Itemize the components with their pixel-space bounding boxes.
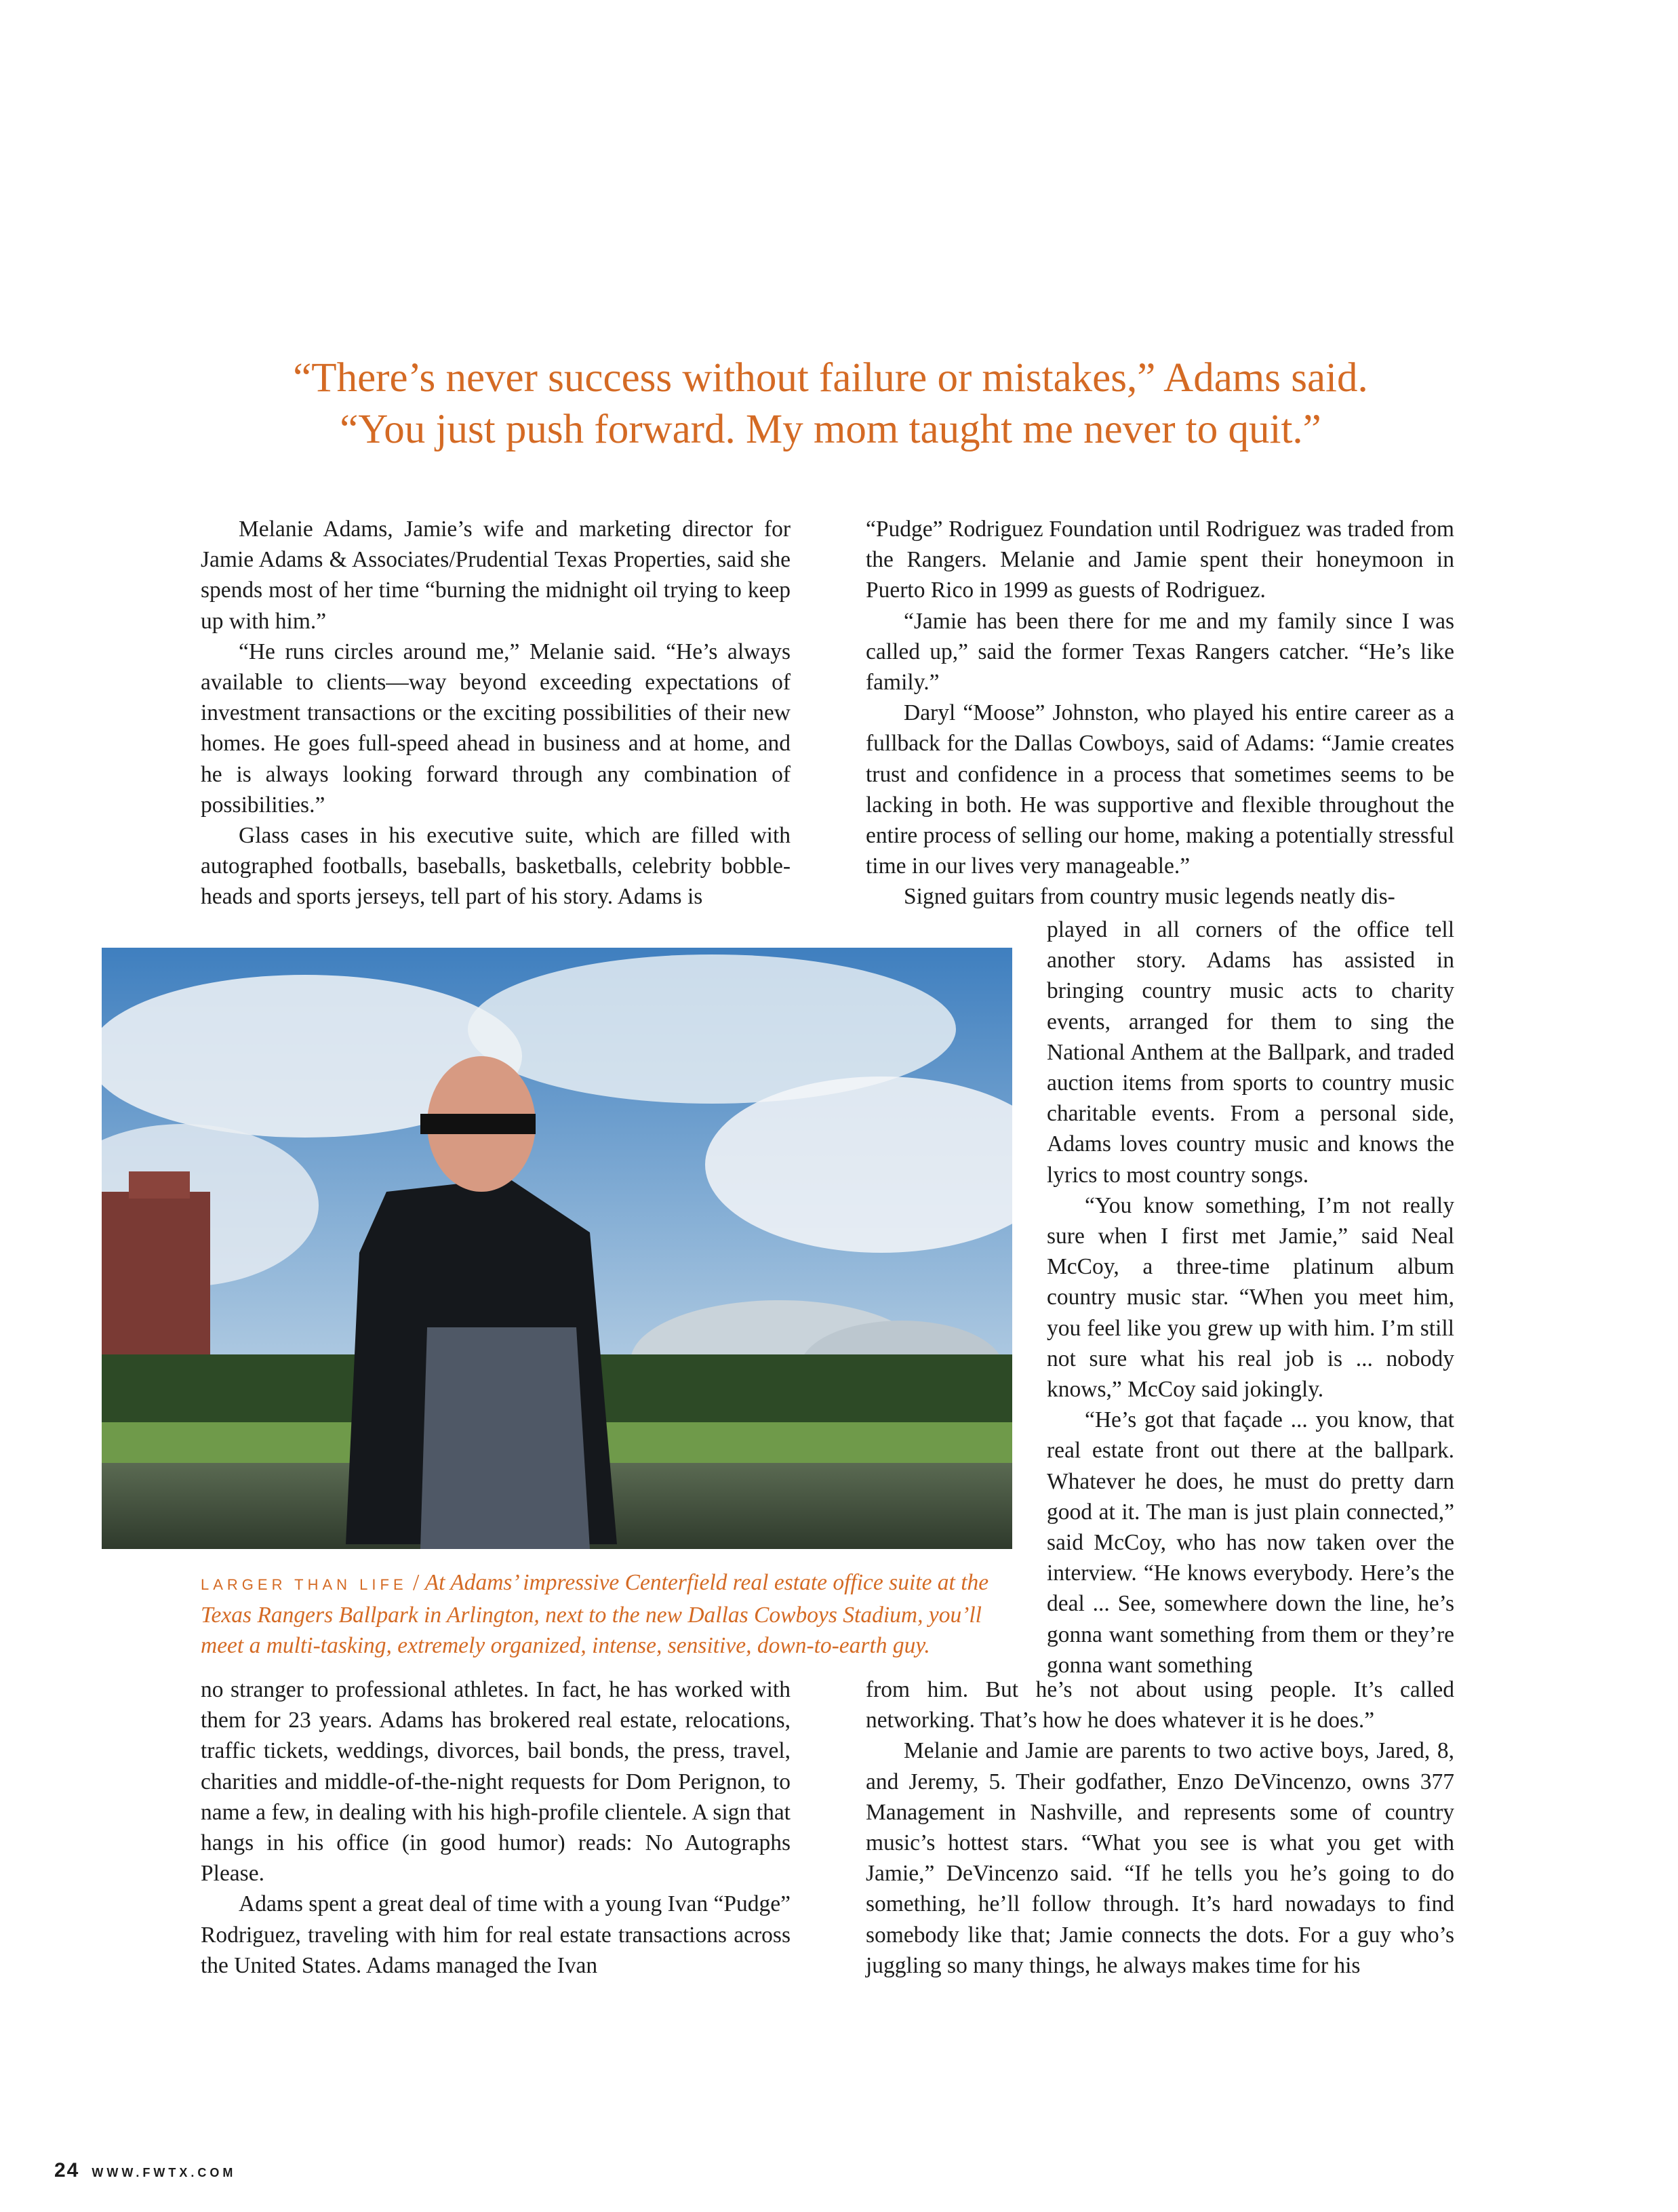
paragraph: Adams spent a great deal of time with a young Ivan “Pudge” Rodriguez, traveling with him for real estate transactions across the United States. Adams managed the Ivan bbox=[201, 1891, 791, 1978]
column-2-wrap bbox=[1047, 914, 1454, 1681]
column-1-top bbox=[201, 514, 791, 912]
pull-quote-line-1: “There’s never success without failure or mistakes,” Adams said. bbox=[293, 355, 1368, 401]
photo-caption bbox=[201, 1567, 1014, 1661]
website-url: WWW.FWTX.COM bbox=[92, 2166, 237, 2179]
paragraph: “Pudge” Rodriguez Foundation until Rodriguez was traded from the Rangers. Melanie and Jamie spent their honeymoon in Puerto Rico in 1999 as guests of Rodriguez. bbox=[866, 517, 1454, 603]
pull-quote bbox=[102, 353, 1559, 456]
paragraph: from him. But he’s not about using people. It’s called networking. That’s how he does whatever it is he does.” bbox=[866, 1677, 1454, 1733]
paragraph: Melanie and Jamie are parents to two active boys, Jared, 8, and Jeremy, 5. Their godfather, Enzo DeVincenzo, owns 377 Management in Nashville, and represents some of country music’s hottest stars. “What you see is what you get with Jamie,” DeVincenzo said. “If he tells you he’s going to do something, he’ll follow through. It’s hard nowadays to find somebody like that; Jamie connects the dots. For a guy who’s juggling so many things, he always makes time for his bbox=[866, 1738, 1454, 1978]
column-1-bottom bbox=[201, 1674, 791, 1981]
paragraph: “Jamie has been there for me and my family since I was called up,” said the former Texas Rangers catcher. “He’s like family.” bbox=[866, 608, 1454, 696]
paragraph: Glass cases in his executive suite, which are filled with autographed footballs, baseballs, basketballs, celebrity bobble-heads and sports jerseys, tell part of his story. Adams is bbox=[201, 823, 791, 910]
column-2-upper bbox=[866, 514, 1454, 912]
page-footer bbox=[54, 2159, 236, 2182]
paragraph: played in all corners of the office tell another story. Adams has assisted in bringing country music acts to charity events, arranged for them to sing the National Anthem at the Ballpark, and traded auction items from sports to country music charitable events. From a personal side, Adams loves country music and knows the lyrics to most country songs. bbox=[1047, 917, 1454, 1188]
paragraph: Daryl “Moose” Johnston, who played his entire career as a fullback for the Dallas Cowboys, said of Adams: “Jamie creates trust and confidence in a process that sometimes seems to be lacking in both. He was supportive and flexible throughout the entire process of selling our home, making a potentially stressful time in our lives very manageable.” bbox=[866, 700, 1454, 879]
page-number: 24 bbox=[54, 2159, 80, 2181]
paragraph: “You know something, I’m not really sure when I first met Jamie,” said Neal McCoy, a three-time platinum album country music star. “When you meet him, you feel like you grew up with him. I’m still not sure what his real job is ... nobody knows,” McCoy said jokingly. bbox=[1047, 1192, 1454, 1403]
paragraph: “He’s got that façade ... you know, that real estate front out there at the ballpark. Whatever he does, he must do pretty darn good at it. The man is just plain connected,” said McCoy, who has now taken over the interview. “He knows everybody. Here’s the deal ... See, somewhere down the line, he’s gonna want something from them or they’re gonna want something bbox=[1047, 1407, 1454, 1678]
photo-illustration bbox=[102, 948, 1012, 1549]
paragraph: Signed guitars from country music legends neatly dis- bbox=[904, 884, 1395, 910]
caption-label: LARGER THAN LIFE bbox=[201, 1576, 407, 1593]
paragraph: Melanie Adams, Jamie’s wife and marketing director for Jamie Adams & Associates/Prudential Texas Properties, said she spends most of her time “burning the midnight oil trying to keep up with him.” bbox=[201, 517, 791, 634]
paragraph: no stranger to professional athletes. In fact, he has worked with them for 23 years. Adams has brokered real estate, relocations, traffic tickets, weddings, divorces, bail bonds, the press, travel, charities and middle-of-the-night requests for Dom Perignon, to name a few, in dealing with his high-profile clientele. A sign that hangs in his office (in good humor) reads: No Autographs Please. bbox=[201, 1677, 791, 1887]
caption-separator: / bbox=[407, 1570, 425, 1595]
feature-photo bbox=[102, 948, 1012, 1549]
paragraph: “He runs circles around me,” Melanie said. “He’s always available to clients—way beyond exceeding expectations of investment transactions or the exciting possibilities of their new homes. He goes full-speed ahead in business and at home, and he is always looking forward through any combination of possibilities.” bbox=[201, 639, 791, 818]
column-2-lower bbox=[866, 1674, 1454, 1981]
pull-quote-line-2: “You just push forward. My mom taught me never to quit.” bbox=[340, 407, 1321, 452]
caption-text: At Adams’ impressive Centerfield real estate office suite at the Texas Rangers Ballpark in Arlington, next to the new Dallas Cowboys Stadium, you’ll meet a multi-tasking, extremely organized, intense, sensitive, down-to-earth guy. bbox=[201, 1570, 989, 1658]
